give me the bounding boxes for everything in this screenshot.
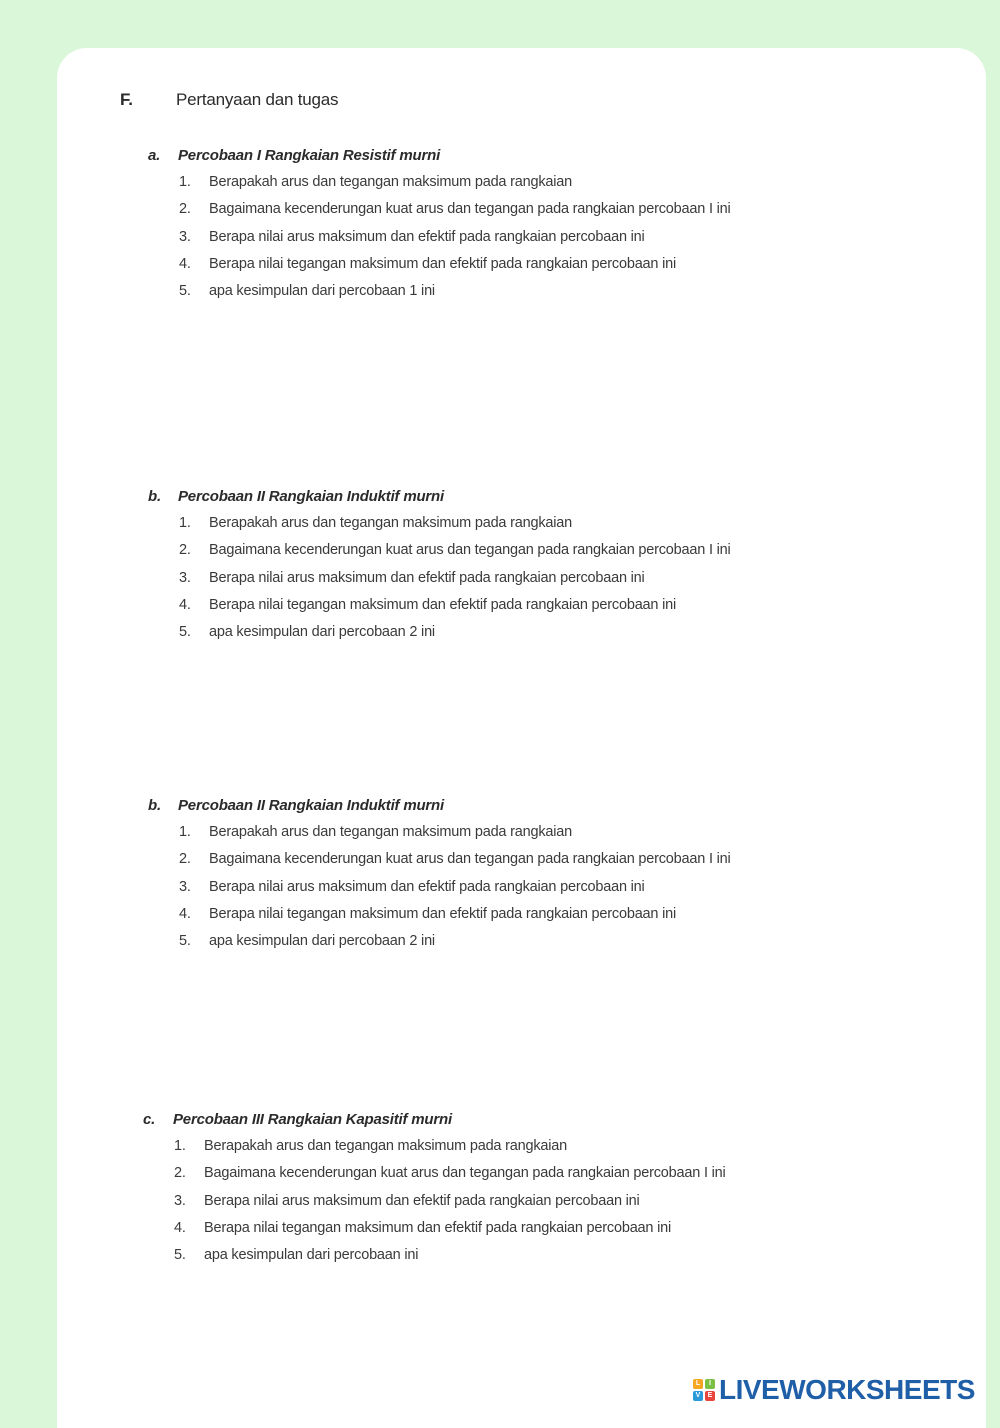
question-number: 4. (179, 596, 191, 613)
question-number: 3. (174, 1192, 186, 1209)
question-number: 3. (179, 228, 191, 245)
section-title (148, 483, 731, 510)
logo-tile-i: I (705, 1379, 715, 1389)
question-item (179, 510, 731, 537)
question-item (179, 619, 731, 646)
question-number: 5. (179, 624, 191, 641)
question-text: Bagaimana kecenderungan kuat arus dan tegangan pada rangkaian percobaan I ini (204, 1165, 726, 1182)
question-item (179, 846, 731, 873)
section-kapasitif (143, 1106, 726, 1269)
question-number: 4. (174, 1219, 186, 1236)
section-heading (120, 90, 338, 110)
question-list (148, 510, 731, 646)
question-text: Berapa nilai arus maksimum dan efektif pada rangkaian percobaan ini (209, 569, 645, 586)
question-item (174, 1133, 726, 1160)
question-number: 1. (179, 174, 191, 190)
question-text: Berapa nilai tegangan maksimum dan efektif pada rangkaian percobaan ini (209, 255, 677, 272)
question-item (174, 1188, 726, 1215)
question-number: 1. (179, 824, 191, 840)
section-induktif-repeat (148, 792, 731, 955)
question-number: 5. (174, 1247, 186, 1264)
question-item (174, 1160, 726, 1187)
section-title (143, 1106, 726, 1133)
heading-title: Pertanyaan dan tugas (176, 90, 339, 109)
logo-tile-v: V (693, 1391, 703, 1401)
question-number: 5. (179, 933, 191, 950)
question-item (179, 278, 731, 305)
logo-tile-e: E (705, 1391, 715, 1401)
section-title-text: Percobaan II Rangkaian Induktif murni (178, 797, 444, 814)
question-text: Berapa nilai tegangan maksimum dan efektif pada rangkaian percobaan ini (209, 905, 677, 922)
question-item (179, 819, 731, 846)
question-item (174, 1242, 726, 1269)
question-number: 4. (179, 905, 191, 922)
question-item (179, 196, 731, 223)
section-letter: c. (143, 1111, 156, 1128)
section-induktif (148, 483, 731, 646)
question-item (179, 874, 731, 901)
section-title-text: Percobaan III Rangkaian Kapasitif murni (173, 1111, 452, 1128)
question-item (179, 537, 731, 564)
section-resistif (148, 142, 731, 305)
section-letter: b. (148, 488, 161, 505)
question-item (179, 565, 731, 592)
question-number: 2. (179, 201, 191, 218)
question-text: apa kesimpulan dari percobaan ini (204, 1247, 419, 1264)
question-number: 2. (174, 1165, 186, 1182)
question-text: apa kesimpulan dari percobaan 2 ini (209, 624, 435, 641)
section-letter: a. (148, 147, 161, 164)
question-number: 5. (179, 283, 191, 300)
question-text: Berapakah arus dan tegangan maksimum pada rangkaian (209, 824, 573, 840)
question-text: Berapa nilai tegangan maksimum dan efektif pada rangkaian percobaan ini (204, 1219, 672, 1236)
heading-number: F. (120, 90, 133, 109)
question-list (143, 1133, 726, 1269)
liveworksheets-logo (693, 1373, 975, 1407)
question-item (179, 224, 731, 251)
question-number: 2. (179, 851, 191, 868)
question-text: Bagaimana kecenderungan kuat arus dan tegangan pada rangkaian percobaan I ini (209, 851, 731, 868)
question-number: 2. (179, 542, 191, 559)
question-number: 4. (179, 255, 191, 272)
question-text: Berapa nilai tegangan maksimum dan efektif pada rangkaian percobaan ini (209, 596, 677, 613)
question-text: Berapa nilai arus maksimum dan efektif pada rangkaian percobaan ini (209, 878, 645, 895)
question-number: 3. (179, 569, 191, 586)
logo-text: LIVEWORKSHEETS (719, 1374, 975, 1405)
section-title (148, 792, 731, 819)
question-text: apa kesimpulan dari percobaan 2 ini (209, 933, 435, 950)
question-item (179, 901, 731, 928)
question-item (179, 169, 731, 196)
question-text: Berapakah arus dan tegangan maksimum pada rangkaian (204, 1138, 568, 1154)
question-list (148, 819, 731, 955)
section-letter: b. (148, 797, 161, 814)
question-text: apa kesimpulan dari percobaan 1 ini (209, 283, 435, 300)
question-text: Bagaimana kecenderungan kuat arus dan tegangan pada rangkaian percobaan I ini (209, 201, 731, 218)
question-text: Berapakah arus dan tegangan maksimum pada rangkaian (209, 174, 573, 190)
question-item (179, 928, 731, 955)
question-item (179, 592, 731, 619)
section-title (148, 142, 731, 169)
question-text: Berapa nilai arus maksimum dan efektif pada rangkaian percobaan ini (209, 228, 645, 245)
question-item (174, 1215, 726, 1242)
logo-icon (693, 1379, 715, 1401)
question-number: 1. (174, 1138, 186, 1154)
logo-tile-l: L (693, 1379, 703, 1389)
question-list (148, 169, 731, 305)
question-number: 3. (179, 878, 191, 895)
question-text: Berapakah arus dan tegangan maksimum pada rangkaian (209, 515, 573, 531)
section-title-text: Percobaan I Rangkaian Resistif murni (178, 147, 441, 164)
question-text: Bagaimana kecenderungan kuat arus dan tegangan pada rangkaian percobaan I ini (209, 542, 731, 559)
question-item (179, 251, 731, 278)
section-title-text: Percobaan II Rangkaian Induktif murni (178, 488, 444, 505)
question-text: Berapa nilai arus maksimum dan efektif pada rangkaian percobaan ini (204, 1192, 640, 1209)
question-number: 1. (179, 515, 191, 531)
